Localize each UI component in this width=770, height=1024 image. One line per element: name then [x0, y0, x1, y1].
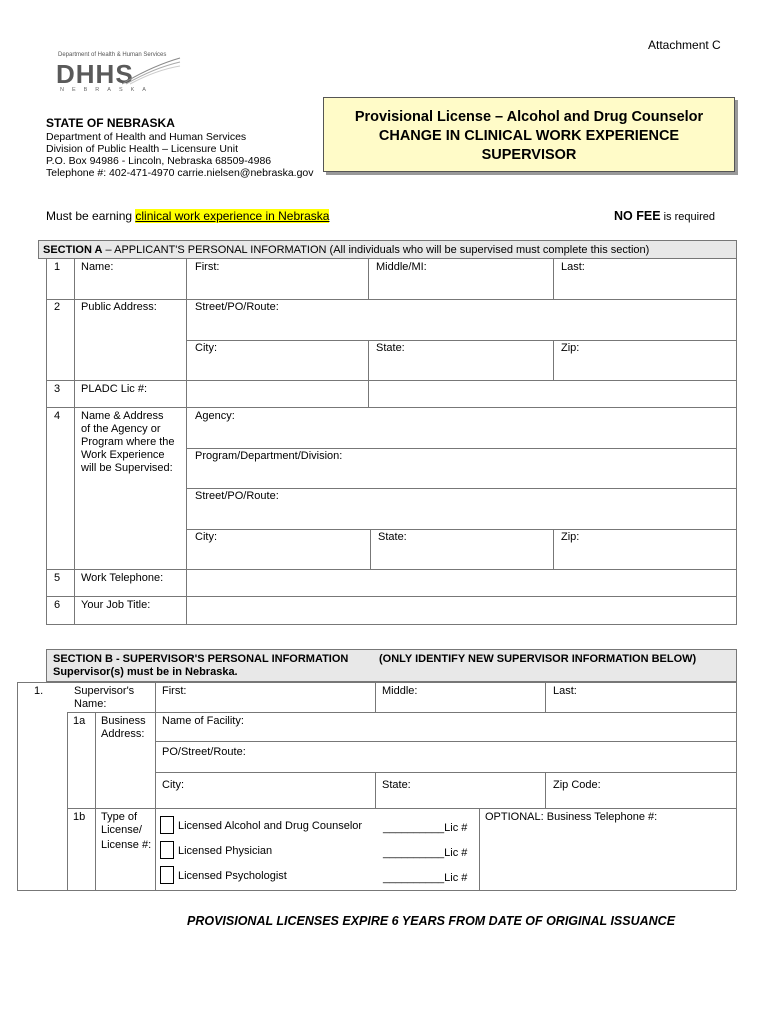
row-b1b-number: 1b — [73, 811, 86, 823]
supervisor-middle-name-field[interactable]: Middle: — [382, 685, 418, 697]
row-b1a-label — [101, 715, 146, 741]
grid-line — [553, 340, 554, 380]
row-4-label-line: Work Experience — [81, 449, 165, 461]
attachment-label: Attachment C — [648, 38, 721, 52]
grid-line — [375, 682, 376, 712]
grid-line — [545, 772, 546, 808]
psychologist-license-label: Licensed Psychologist — [178, 870, 287, 882]
supervisor-zip-field[interactable]: Zip Code: — [553, 779, 601, 791]
logo-swoosh-icon — [122, 56, 182, 86]
grid-line — [375, 772, 376, 808]
grid-line — [368, 340, 369, 380]
applicant-zip-field[interactable]: Zip: — [561, 342, 580, 354]
applicant-state-field[interactable]: State: — [376, 342, 405, 354]
job-title-field[interactable] — [188, 597, 734, 623]
row-1-label: Name: — [81, 261, 114, 273]
grid-line — [46, 380, 736, 381]
row-b1-number: 1. — [34, 685, 44, 697]
business-telephone-field[interactable]: OPTIONAL: Business Telephone #: — [485, 811, 658, 823]
grid-line — [17, 682, 736, 683]
grid-line — [67, 712, 68, 890]
agency-state-field[interactable]: State: — [378, 531, 407, 543]
applicant-street-field[interactable]: Street/PO/Route: — [195, 301, 279, 313]
form-title-line-1: Provisional License – Alcohol and Drug Counselor — [354, 109, 704, 125]
row-b1b-label-line: License/ — [101, 824, 142, 836]
row-3-label: PLADC Lic #: — [81, 383, 148, 395]
grid-line — [46, 259, 47, 625]
row-4-label-line: Name & Address — [81, 410, 164, 422]
row-b1b-label — [101, 811, 151, 852]
address-line-4: Telephone #: 402-471-4970 carrie.nielsen@nebraska.gov — [46, 167, 314, 179]
grid-line — [186, 259, 187, 625]
agency-field[interactable]: Agency: — [195, 410, 235, 422]
grid-line — [46, 624, 736, 625]
adc-license-number-field[interactable]: __________Lic # — [383, 822, 468, 834]
applicant-first-name-field[interactable]: First: — [195, 261, 220, 273]
row-4-label-line: will be Supervised: — [81, 462, 173, 474]
section-a-title: SECTION A — [43, 244, 103, 256]
facility-name-field[interactable]: Name of Facility: — [162, 715, 244, 727]
physician-license-checkbox[interactable] — [160, 841, 174, 859]
applicant-middle-name-field[interactable]: Middle/MI: — [376, 261, 427, 273]
requirement-highlight: clinical work experience in Nebraska — [135, 209, 330, 223]
requirement-prefix: Must be earning — [46, 209, 136, 223]
row-3-number: 3 — [54, 383, 61, 395]
row-b1b-label-line: Type of — [101, 811, 138, 823]
grid-line — [46, 407, 736, 408]
row-2-label: Public Address: — [81, 301, 157, 313]
grid-line — [368, 259, 369, 299]
section-b-header — [46, 649, 737, 682]
supervisor-street-field[interactable]: PO/Street/Route: — [162, 746, 246, 758]
address-line-1: Department of Health and Human Services — [46, 131, 247, 143]
grid-line — [155, 741, 736, 742]
grid-line — [553, 259, 554, 299]
row-4-label-line: of the Agency or — [81, 423, 161, 435]
row-b1b-label-line: License #: — [101, 839, 152, 851]
requirement-note — [46, 209, 329, 223]
row-b1-label-line: Supervisor's — [74, 685, 135, 697]
address-line-2: Division of Public Health – Licensure Unit — [46, 143, 239, 155]
logo-dept-text: Department of Health & Human Services — [58, 52, 167, 58]
grid-line — [74, 259, 75, 625]
section-b-title: SECTION B - SUPERVISOR'S PERSONAL INFORMATION — [53, 653, 349, 665]
section-a-subtitle: – APPLICANT'S PERSONAL INFORMATION (All individuals who will be supervised must complete this section) — [102, 244, 650, 256]
adc-license-label: Licensed Alcohol and Drug Counselor — [178, 820, 363, 832]
row-b1a-number: 1a — [73, 715, 86, 727]
grid-line — [67, 712, 736, 713]
row-4-label — [81, 410, 175, 475]
grid-line — [67, 808, 736, 809]
agency-zip-field[interactable]: Zip: — [561, 531, 580, 543]
grid-line — [186, 340, 736, 341]
applicant-city-field[interactable]: City: — [195, 342, 217, 354]
row-5-label: Work Telephone: — [81, 572, 164, 584]
grid-line — [370, 529, 371, 569]
form-title-box — [323, 97, 735, 172]
physician-license-number-field[interactable]: __________Lic # — [383, 847, 468, 859]
form-title-line-3: SUPERVISOR — [481, 147, 577, 163]
grid-line — [553, 529, 554, 569]
supervisor-city-field[interactable]: City: — [162, 779, 184, 791]
row-2-number: 2 — [54, 301, 61, 313]
state-title: STATE OF NEBRASKA — [46, 116, 175, 130]
row-6-number: 6 — [54, 599, 61, 611]
row-b1a-label-line: Business — [101, 715, 146, 727]
adc-license-checkbox[interactable] — [160, 816, 174, 834]
grid-line — [46, 299, 736, 300]
work-telephone-field[interactable] — [188, 570, 734, 595]
grid-line — [736, 682, 737, 890]
grid-line — [186, 488, 736, 489]
grid-line — [479, 808, 480, 890]
no-fee-rest: is required — [660, 211, 715, 223]
grid-line — [155, 772, 736, 773]
expiration-notice: PROVISIONAL LICENSES EXPIRE 6 YEARS FROM DATE OF ORIGINAL ISSUANCE — [187, 914, 676, 928]
row-4-label-line: Program where the — [81, 436, 175, 448]
section-a-header — [38, 240, 737, 259]
grid-line — [186, 448, 736, 449]
supervisor-last-name-field[interactable]: Last: — [553, 685, 577, 697]
pladc-license-field[interactable] — [188, 381, 366, 405]
row-5-number: 5 — [54, 572, 61, 584]
grid-line — [17, 890, 736, 891]
program-field[interactable]: Program/Department/Division: — [195, 450, 343, 462]
physician-license-label: Licensed Physician — [178, 845, 273, 857]
supervisor-first-name-field[interactable]: First: — [162, 685, 187, 697]
no-fee-bold: NO FEE — [614, 209, 661, 223]
psychologist-license-number-field[interactable]: __________Lic # — [383, 872, 468, 884]
no-fee-note — [614, 209, 715, 223]
row-1-number: 1 — [54, 261, 61, 273]
row-b1-label — [74, 685, 134, 711]
agency-city-field[interactable]: City: — [195, 531, 217, 543]
grid-line — [17, 682, 18, 890]
grid-line — [545, 682, 546, 712]
dhhs-logo — [52, 52, 182, 94]
row-4-number: 4 — [54, 410, 61, 422]
logo-main-text: DHHS — [56, 59, 134, 89]
grid-line — [736, 259, 737, 625]
section-b-subtitle: Supervisor(s) must be in Nebraska. — [53, 666, 238, 678]
row-b1-label-line: Name: — [74, 698, 107, 710]
row-6-label: Your Job Title: — [81, 599, 151, 611]
agency-street-field[interactable]: Street/PO/Route: — [195, 490, 279, 502]
psychologist-license-checkbox[interactable] — [160, 866, 174, 884]
grid-line — [95, 712, 96, 890]
applicant-last-name-field[interactable]: Last: — [561, 261, 585, 273]
grid-line — [155, 682, 156, 890]
section-b-note: (ONLY IDENTIFY NEW SUPERVISOR INFORMATION BELOW) — [379, 653, 697, 665]
supervisor-state-field[interactable]: State: — [382, 779, 411, 791]
address-line-3: P.O. Box 94986 - Lincoln, Nebraska 68509-4986 — [46, 155, 272, 167]
form-title-line-2: CHANGE IN CLINICAL WORK EXPERIENCE — [378, 128, 680, 144]
logo-state-text: NEBRASKA — [60, 87, 154, 93]
grid-line — [186, 529, 736, 530]
row-b1a-label-line: Address: — [101, 728, 145, 740]
grid-line — [368, 380, 369, 407]
